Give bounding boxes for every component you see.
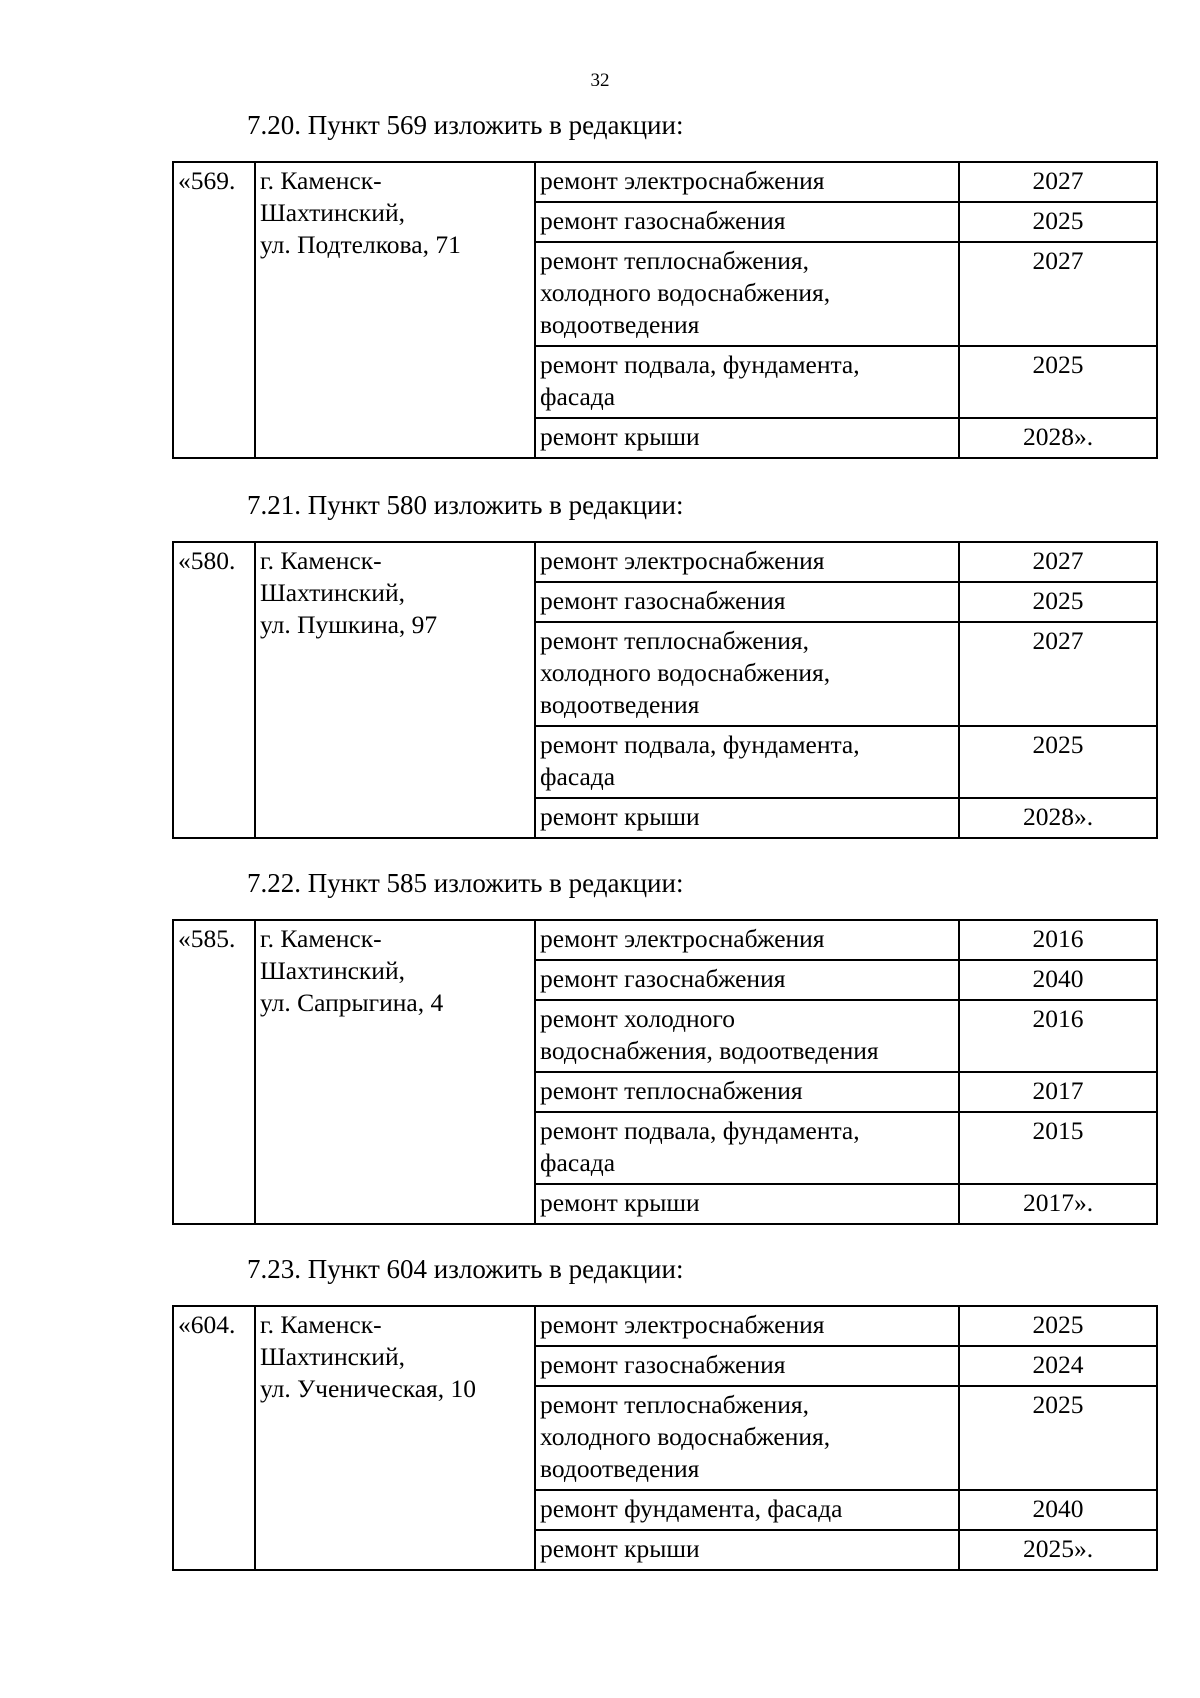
item-number: «569. bbox=[173, 162, 255, 458]
work-type-line: фасада bbox=[540, 762, 616, 791]
work-type-line: ремонт газоснабжения bbox=[540, 964, 786, 993]
table-row bbox=[173, 1306, 1157, 1346]
address-cell bbox=[255, 1306, 535, 1570]
year-cell: 2025». bbox=[959, 1530, 1157, 1570]
year-cell: 2017». bbox=[959, 1184, 1157, 1224]
amendment-section bbox=[172, 110, 1156, 459]
table-row bbox=[173, 920, 1157, 960]
work-type-cell bbox=[535, 418, 959, 458]
work-type-cell bbox=[535, 798, 959, 838]
address-line: г. Каменск- bbox=[260, 546, 382, 575]
work-type-cell bbox=[535, 582, 959, 622]
work-type-line: фасада bbox=[540, 1148, 616, 1177]
section-heading: 7.20. Пункт 569 изложить в редакции: bbox=[247, 110, 684, 140]
year-cell: 2040 bbox=[959, 1490, 1157, 1530]
work-type-line: ремонт теплоснабжения, bbox=[540, 1390, 809, 1419]
address-line: ул. Пушкина, 97 bbox=[260, 610, 438, 639]
table-row bbox=[173, 542, 1157, 582]
year-cell: 2015 bbox=[959, 1112, 1157, 1184]
year-cell: 2027 bbox=[959, 542, 1157, 582]
works-table bbox=[172, 919, 1158, 1225]
address-cell bbox=[255, 162, 535, 458]
works-table bbox=[172, 161, 1158, 459]
year-cell: 2028». bbox=[959, 798, 1157, 838]
year-cell: 2025 bbox=[959, 346, 1157, 418]
work-type-line: ремонт электроснабжения bbox=[540, 1310, 825, 1339]
works-table bbox=[172, 541, 1158, 839]
work-type-line: ремонт крыши bbox=[540, 1188, 700, 1217]
section-heading: 7.21. Пункт 580 изложить в редакции: bbox=[247, 490, 684, 520]
work-type-line: ремонт подвала, фундамента, bbox=[540, 1116, 860, 1145]
address-cell bbox=[255, 542, 535, 838]
address-line: Шахтинский, bbox=[260, 956, 405, 985]
work-type-cell bbox=[535, 1112, 959, 1184]
address-line: Шахтинский, bbox=[260, 198, 405, 227]
work-type-cell bbox=[535, 726, 959, 798]
year-cell: 2027 bbox=[959, 242, 1157, 346]
section-heading: 7.23. Пункт 604 изложить в редакции: bbox=[247, 1254, 684, 1284]
work-type-line: ремонт электроснабжения bbox=[540, 546, 825, 575]
table-row bbox=[173, 162, 1157, 202]
year-cell: 2016 bbox=[959, 920, 1157, 960]
year-cell: 2025 bbox=[959, 1386, 1157, 1490]
work-type-line: ремонт подвала, фундамента, bbox=[540, 350, 860, 379]
year-cell: 2016 bbox=[959, 1000, 1157, 1072]
work-type-line: ремонт газоснабжения bbox=[540, 586, 786, 615]
work-type-line: ремонт электроснабжения bbox=[540, 166, 825, 195]
work-type-line: водоотведения bbox=[540, 310, 700, 339]
address-line: ул. Сапрыгина, 4 bbox=[260, 988, 444, 1017]
address-line: г. Каменск- bbox=[260, 1310, 382, 1339]
work-type-line: ремонт теплоснабжения, bbox=[540, 626, 809, 655]
page-number: 32 bbox=[590, 70, 610, 91]
work-type-line: холодного водоснабжения, bbox=[540, 278, 831, 307]
work-type-cell bbox=[535, 162, 959, 202]
work-type-cell bbox=[535, 1346, 959, 1386]
work-type-line: ремонт холодного bbox=[540, 1004, 735, 1033]
work-type-line: холодного водоснабжения, bbox=[540, 658, 831, 687]
work-type-line: ремонт газоснабжения bbox=[540, 206, 786, 235]
work-type-cell bbox=[535, 1386, 959, 1490]
work-type-cell bbox=[535, 202, 959, 242]
amendment-section bbox=[172, 490, 1156, 839]
work-type-line: водоотведения bbox=[540, 1454, 700, 1483]
work-type-line: ремонт подвала, фундамента, bbox=[540, 730, 860, 759]
year-cell: 2040 bbox=[959, 960, 1157, 1000]
address-line: Шахтинский, bbox=[260, 578, 405, 607]
work-type-cell bbox=[535, 1306, 959, 1346]
year-cell: 2025 bbox=[959, 202, 1157, 242]
address-line: ул. Подтелкова, 71 bbox=[260, 230, 461, 259]
year-cell: 2027 bbox=[959, 622, 1157, 726]
work-type-cell bbox=[535, 960, 959, 1000]
address-line: г. Каменск- bbox=[260, 924, 382, 953]
year-cell: 2028». bbox=[959, 418, 1157, 458]
work-type-cell bbox=[535, 346, 959, 418]
work-type-line: ремонт крыши bbox=[540, 422, 700, 451]
year-cell: 2025 bbox=[959, 582, 1157, 622]
section-heading: 7.22. Пункт 585 изложить в редакции: bbox=[247, 868, 684, 898]
work-type-cell bbox=[535, 1490, 959, 1530]
work-type-line: холодного водоснабжения, bbox=[540, 1422, 831, 1451]
work-type-cell bbox=[535, 542, 959, 582]
year-cell: 2025 bbox=[959, 1306, 1157, 1346]
address-line: г. Каменск- bbox=[260, 166, 382, 195]
amendment-section bbox=[172, 1254, 1156, 1571]
work-type-line: ремонт крыши bbox=[540, 802, 700, 831]
item-number: «580. bbox=[173, 542, 255, 838]
works-table bbox=[172, 1305, 1158, 1571]
year-cell: 2024 bbox=[959, 1346, 1157, 1386]
year-cell: 2027 bbox=[959, 162, 1157, 202]
work-type-cell bbox=[535, 242, 959, 346]
work-type-line: водоотведения bbox=[540, 690, 700, 719]
work-type-cell bbox=[535, 1000, 959, 1072]
work-type-line: фасада bbox=[540, 382, 616, 411]
work-type-cell bbox=[535, 1072, 959, 1112]
work-type-cell bbox=[535, 1184, 959, 1224]
amendment-section bbox=[172, 868, 1156, 1225]
year-cell: 2017 bbox=[959, 1072, 1157, 1112]
address-line: ул. Ученическая, 10 bbox=[260, 1374, 476, 1403]
address-line: Шахтинский, bbox=[260, 1342, 405, 1371]
work-type-cell bbox=[535, 920, 959, 960]
work-type-cell bbox=[535, 622, 959, 726]
item-number: «604. bbox=[173, 1306, 255, 1570]
work-type-line: ремонт теплоснабжения bbox=[540, 1076, 803, 1105]
work-type-line: ремонт газоснабжения bbox=[540, 1350, 786, 1379]
work-type-line: водоснабжения, водоотведения bbox=[540, 1036, 879, 1065]
work-type-line: ремонт крыши bbox=[540, 1534, 700, 1563]
work-type-line: ремонт электроснабжения bbox=[540, 924, 825, 953]
year-cell: 2025 bbox=[959, 726, 1157, 798]
work-type-line: ремонт фундамента, фасада bbox=[540, 1494, 843, 1523]
work-type-cell bbox=[535, 1530, 959, 1570]
address-cell bbox=[255, 920, 535, 1224]
item-number: «585. bbox=[173, 920, 255, 1224]
work-type-line: ремонт теплоснабжения, bbox=[540, 246, 809, 275]
